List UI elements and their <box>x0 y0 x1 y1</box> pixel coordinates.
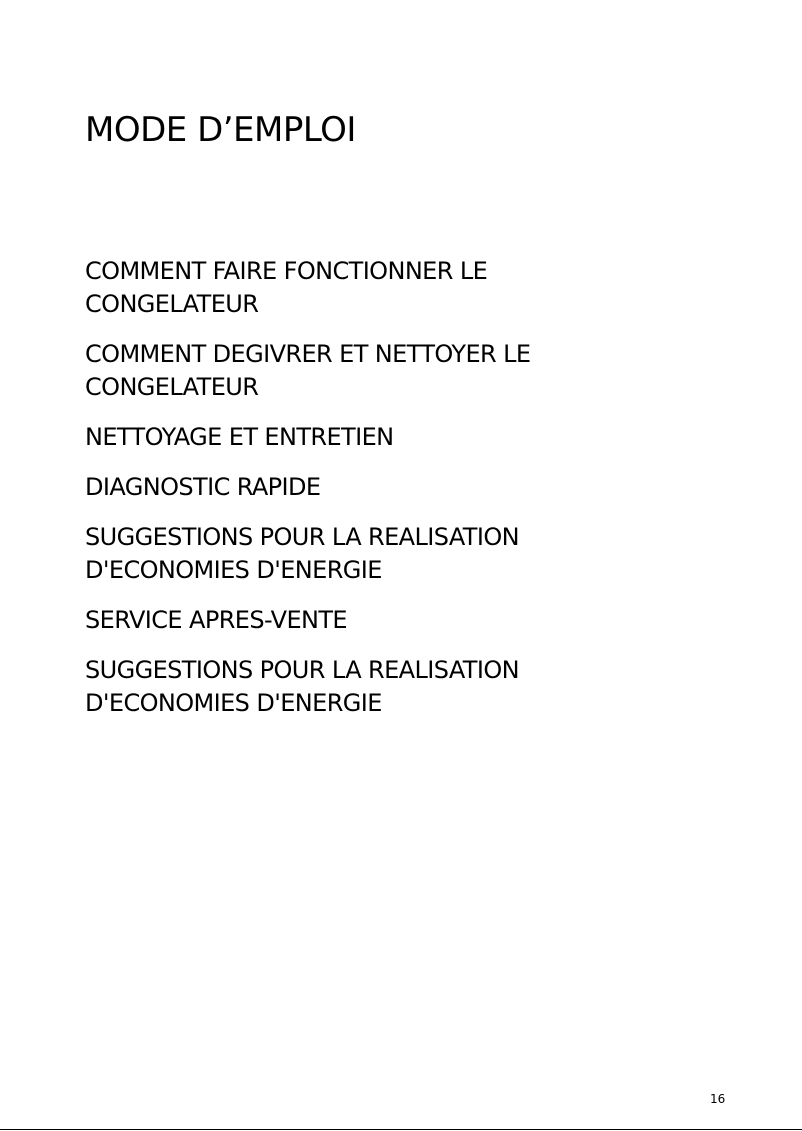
table-of-contents <box>85 255 705 737</box>
toc-item-operating-freezer: COMMENT FAIRE FONCTIONNER LE CONGELATEUR <box>85 257 488 318</box>
footer-divider <box>0 1129 802 1130</box>
page-title: MODE D’EMPLOI <box>85 110 356 150</box>
page-number: 16 <box>710 1092 726 1106</box>
toc-item-defrost-clean-freezer: COMMENT DEGIVRER ET NETTOYER LE CONGELATEUR <box>85 340 531 401</box>
toc-item-cleaning-maintenance: NETTOYAGE ET ENTRETIEN <box>85 423 394 451</box>
toc-item-after-sales-service: SERVICE APRES-VENTE <box>85 606 347 634</box>
toc-item-troubleshooting: DIAGNOSTIC RAPIDE <box>85 473 321 501</box>
toc-item-energy-saving-tips-repeat: SUGGESTIONS POUR LA REALISATION D'ECONOMIES D'ENERGIE <box>85 656 519 717</box>
toc-item-energy-saving-tips: SUGGESTIONS POUR LA REALISATION D'ECONOMIES D'ENERGIE <box>85 523 519 584</box>
